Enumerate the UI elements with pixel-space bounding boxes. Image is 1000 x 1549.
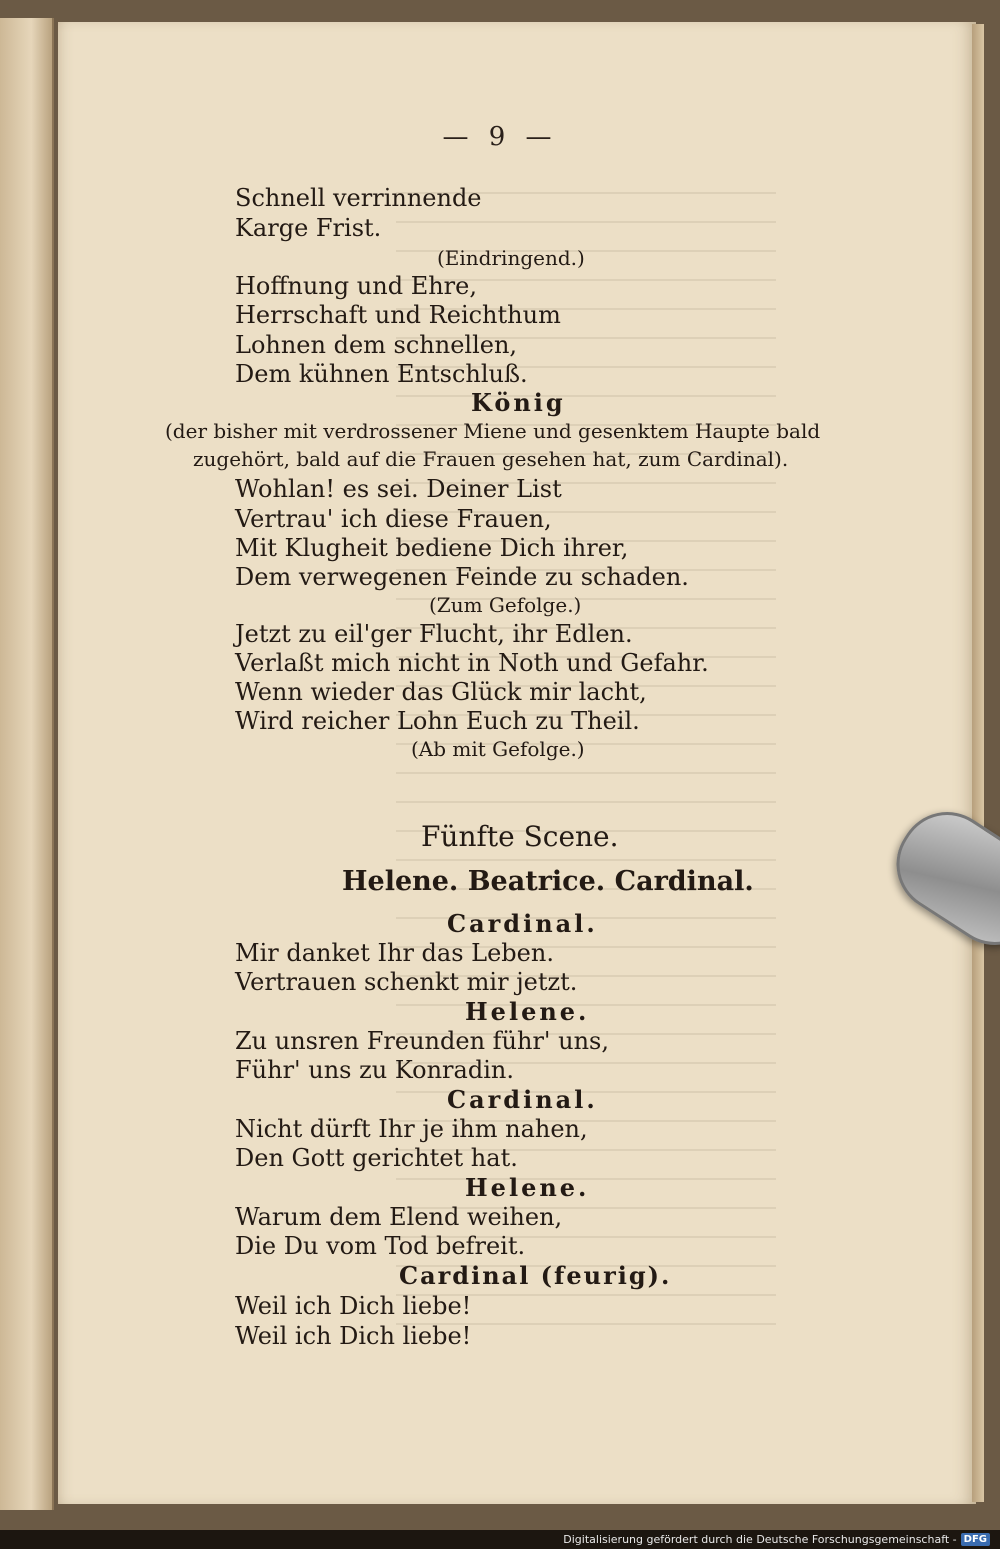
verse-line: Wenn wieder das Glück mir lacht, [235, 678, 647, 706]
verse-line: Herrschaft und Reichthum [235, 301, 561, 329]
verse-line: Wird reicher Lohn Euch zu Theil. [235, 707, 640, 735]
verse-line: Mit Klugheit bediene Dich ihrer, [235, 534, 629, 562]
speaker-name: Cardinal. [447, 1085, 598, 1114]
verse-line: Zu unsren Freunden führ' uns, [235, 1027, 610, 1055]
facing-page-edge [0, 18, 54, 1510]
verse-line: Lohnen dem schnellen, [235, 331, 518, 359]
stage-direction: (der bisher mit verdrossener Miene und gesenktem Haupte bald [165, 419, 821, 443]
stage-direction: (Ab mit Gefolge.) [411, 737, 585, 761]
stage-direction: (Zum Gefolge.) [429, 593, 582, 617]
scene-title: Fünfte Scene. [421, 820, 619, 853]
speaker-name: Helene. [465, 997, 590, 1026]
verse-line: Wohlan! es sei. Deiner List [235, 475, 562, 503]
speaker-name: Cardinal (feurig). [399, 1261, 672, 1290]
speaker-name: König [471, 388, 566, 417]
dfg-logo: DFG [961, 1533, 990, 1546]
verse-line: Führ' uns zu Konradin. [235, 1056, 514, 1084]
verse-line: Jetzt zu eil'ger Flucht, ihr Edlen. [235, 620, 633, 648]
verse-line: Karge Frist. [235, 214, 382, 242]
scene-cast: Helene. Beatrice. Cardinal. [342, 866, 754, 897]
verse-line: Dem kühnen Entschluß. [235, 360, 528, 388]
verse-line: Hoffnung und Ehre, [235, 272, 477, 300]
verse-line: Schnell verrinnende [235, 184, 482, 212]
verse-line: Weil ich Dich liebe! [235, 1292, 472, 1320]
stage-direction: zugehört, bald auf die Frauen gesehen hat, zum Cardinal). [193, 447, 789, 471]
page-number: — 9 — [442, 122, 558, 152]
verse-line: Verlaßt mich nicht in Noth und Gefahr. [235, 649, 709, 677]
verse-line: Vertrau' ich diese Frauen, [235, 505, 552, 533]
verse-line: Vertrauen schenkt mir jetzt. [235, 968, 578, 996]
verse-line: Weil ich Dich liebe! [235, 1322, 472, 1350]
verse-line: Warum dem Elend weihen, [235, 1203, 563, 1231]
verse-line: Die Du vom Tod befreit. [235, 1232, 526, 1260]
verse-line: Mir danket Ihr das Leben. [235, 939, 554, 967]
page-edge [972, 24, 984, 1502]
footer [563, 1533, 990, 1546]
speaker-name: Helene. [465, 1173, 590, 1202]
stage-direction: (Eindringend.) [437, 246, 585, 270]
verse-line: Nicht dürft Ihr je ihm nahen, [235, 1115, 588, 1143]
verse-line: Den Gott gerichtet hat. [235, 1144, 518, 1172]
speaker-name: Cardinal. [447, 909, 598, 938]
funding-credit: Digitalisierung gefördert durch die Deutsche Forschungsgemeinschaft - [563, 1533, 957, 1546]
verse-line: Dem verwegenen Feinde zu schaden. [235, 563, 689, 591]
